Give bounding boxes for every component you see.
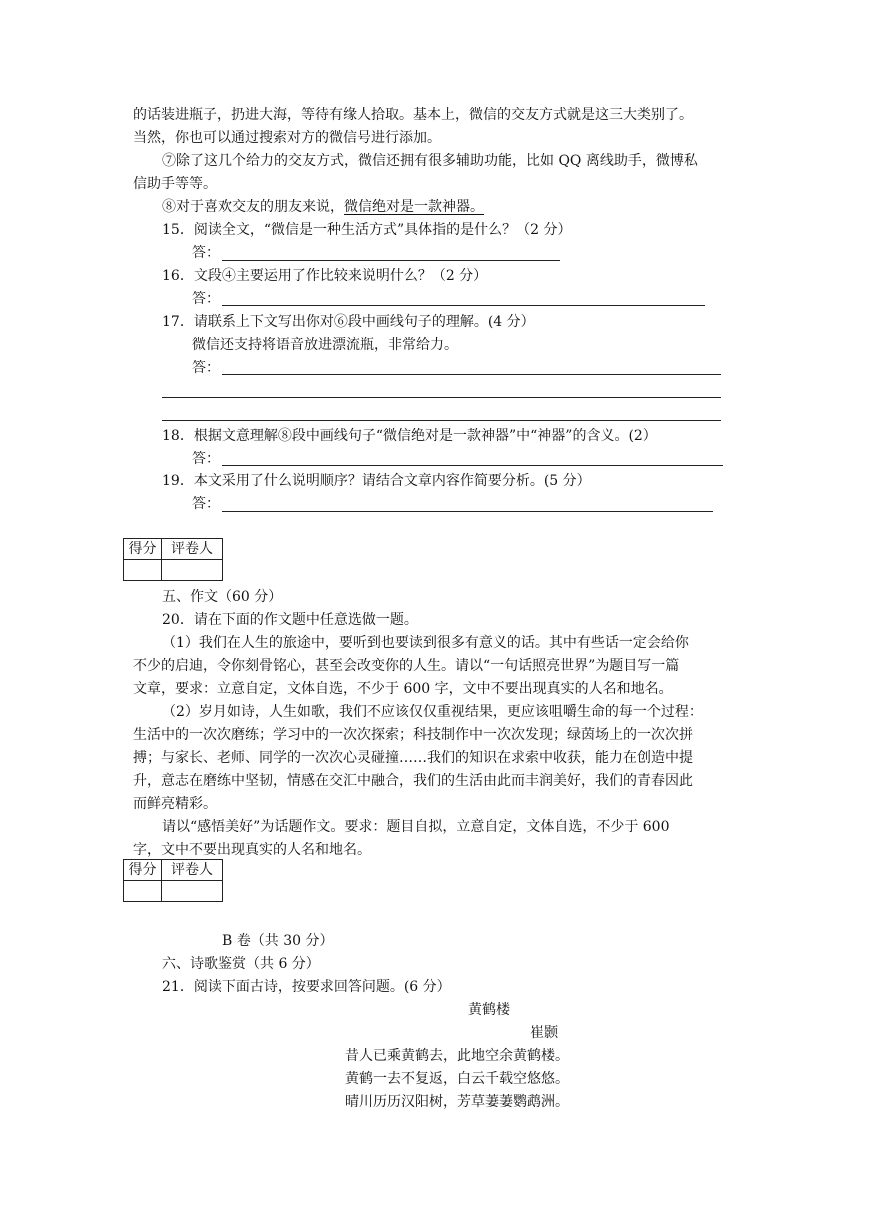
question-18: 18．根据文意理解⑧段中画线句子“微信绝对是一款神器”中“神器”的含义。(2） xyxy=(162,428,657,444)
score-header: 得分 xyxy=(124,860,162,881)
essay-option-1: （1）我们在人生的旅途中，要听到也要读到很多有意义的话。其中有些话一定会给你 xyxy=(162,635,689,651)
essay-option-1: 文章，要求：立意自定，文体自选，不少于 600 字，文中不要出现真实的人名和地名。 xyxy=(133,681,673,697)
grader-header: 评卷人 xyxy=(162,860,223,881)
answer-line[interactable] xyxy=(222,511,713,512)
question-15: 15．阅读全文，“微信是一种生活方式”具体指的是什么？（2 分） xyxy=(162,222,572,238)
answer-line[interactable] xyxy=(222,465,723,466)
passage-text: ⑧对于喜欢交友的朋友来说， xyxy=(162,199,344,215)
essay-option-1: 不少的启迪，令你刻骨铭心，甚至会改变你的人生。请以“一句话照亮世界”为题目写一篇 xyxy=(133,658,680,674)
part-b-title: B 卷（共 30 分） xyxy=(222,933,334,949)
answer-line[interactable] xyxy=(222,305,705,306)
grader-header: 评卷人 xyxy=(162,539,223,560)
answer-label: 答： xyxy=(192,291,220,307)
essay-requirement: 请以“感悟美好”为话题作文。要求：题目自拟，立意自定，文体自选，不少于 600 xyxy=(162,819,670,835)
grader-cell[interactable] xyxy=(162,560,223,581)
answer-line[interactable] xyxy=(162,397,721,398)
answer-label: 答： xyxy=(192,451,220,467)
answer-line[interactable] xyxy=(222,260,560,261)
passage-line: 当然，你也可以通过搜索对方的微信号进行添加。 xyxy=(133,130,441,146)
answer-label: 答： xyxy=(192,360,220,376)
score-cell[interactable] xyxy=(124,881,162,902)
essay-option-2: 生活中的一次次磨练；学习中的一次次探索；科技制作中一次次发现；绿茵场上的一次次拼 xyxy=(133,727,693,743)
essay-option-2: 而鲜亮精彩。 xyxy=(133,796,217,812)
essay-option-2: 升，意志在磨练中坚韧，情感在交汇中融合，我们的生活由此而丰润美好，我们的青春因此 xyxy=(133,773,693,789)
passage-line: 的话装进瓶子，扔进大海，等待有缘人拾取。基本上，微信的交友方式就是这三大类别了。 xyxy=(133,107,693,123)
passage-paragraph-8 xyxy=(162,197,484,217)
poem-line: 昔人已乘黄鹤去，此地空余黄鹤楼。 xyxy=(345,1048,569,1064)
answer-label: 答： xyxy=(192,496,220,512)
passage-line: ⑦除了这几个给力的交友方式，微信还拥有很多辅助功能，比如 QQ 离线助手，微博私 xyxy=(162,153,698,169)
essay-requirement: 字，文中不要出现真实的人名和地名。 xyxy=(133,842,371,858)
section-heading: 六、诗歌鉴赏（共 6 分） xyxy=(162,956,320,972)
essay-option-2: 搏；与家长、老师、同学的一次次心灵碰撞……我们的知识在求索中收获，能力在创造中提 xyxy=(133,750,693,766)
question-21: 21．阅读下面古诗，按要求回答问题。(6 分） xyxy=(162,979,451,995)
score-box xyxy=(123,859,223,902)
grader-cell[interactable] xyxy=(162,881,223,902)
answer-line[interactable] xyxy=(222,374,721,375)
poem-author: 崔颢 xyxy=(530,1025,558,1041)
score-box xyxy=(123,538,223,581)
answer-line[interactable] xyxy=(162,420,721,421)
quoted-sentence: 微信还支持将语音放进漂流瓶，非常给力。 xyxy=(192,337,458,353)
poem-title: 黄鹤楼 xyxy=(468,1002,510,1018)
answer-label: 答： xyxy=(192,245,220,261)
underlined-sentence: 微信绝对是一款神器。 xyxy=(344,199,484,215)
poem-line: 黄鹤一去不复返，白云千载空悠悠。 xyxy=(345,1071,569,1087)
poem-line: 晴川历历汉阳树，芳草萋萋鹦鹉洲。 xyxy=(345,1094,569,1110)
section-heading: 五、作文（60 分） xyxy=(162,589,283,605)
question-20: 20．请在下面的作文题中任意选做一题。 xyxy=(162,612,418,628)
question-19: 19．本文采用了什么说明顺序？请结合文章内容作简要分析。(5 分） xyxy=(162,473,591,489)
essay-option-2: （2）岁月如诗，人生如歌，我们不应该仅仅重视结果，更应该咀嚼生命的每一个过程： xyxy=(162,704,703,720)
passage-line: 信助手等等。 xyxy=(133,176,217,192)
question-16: 16．文段④主要运用了作比较来说明什么？（2 分） xyxy=(162,268,488,284)
question-17: 17．请联系上下文写出你对⑥段中画线句子的理解。(4 分） xyxy=(162,314,535,330)
score-header: 得分 xyxy=(124,539,162,560)
score-cell[interactable] xyxy=(124,560,162,581)
